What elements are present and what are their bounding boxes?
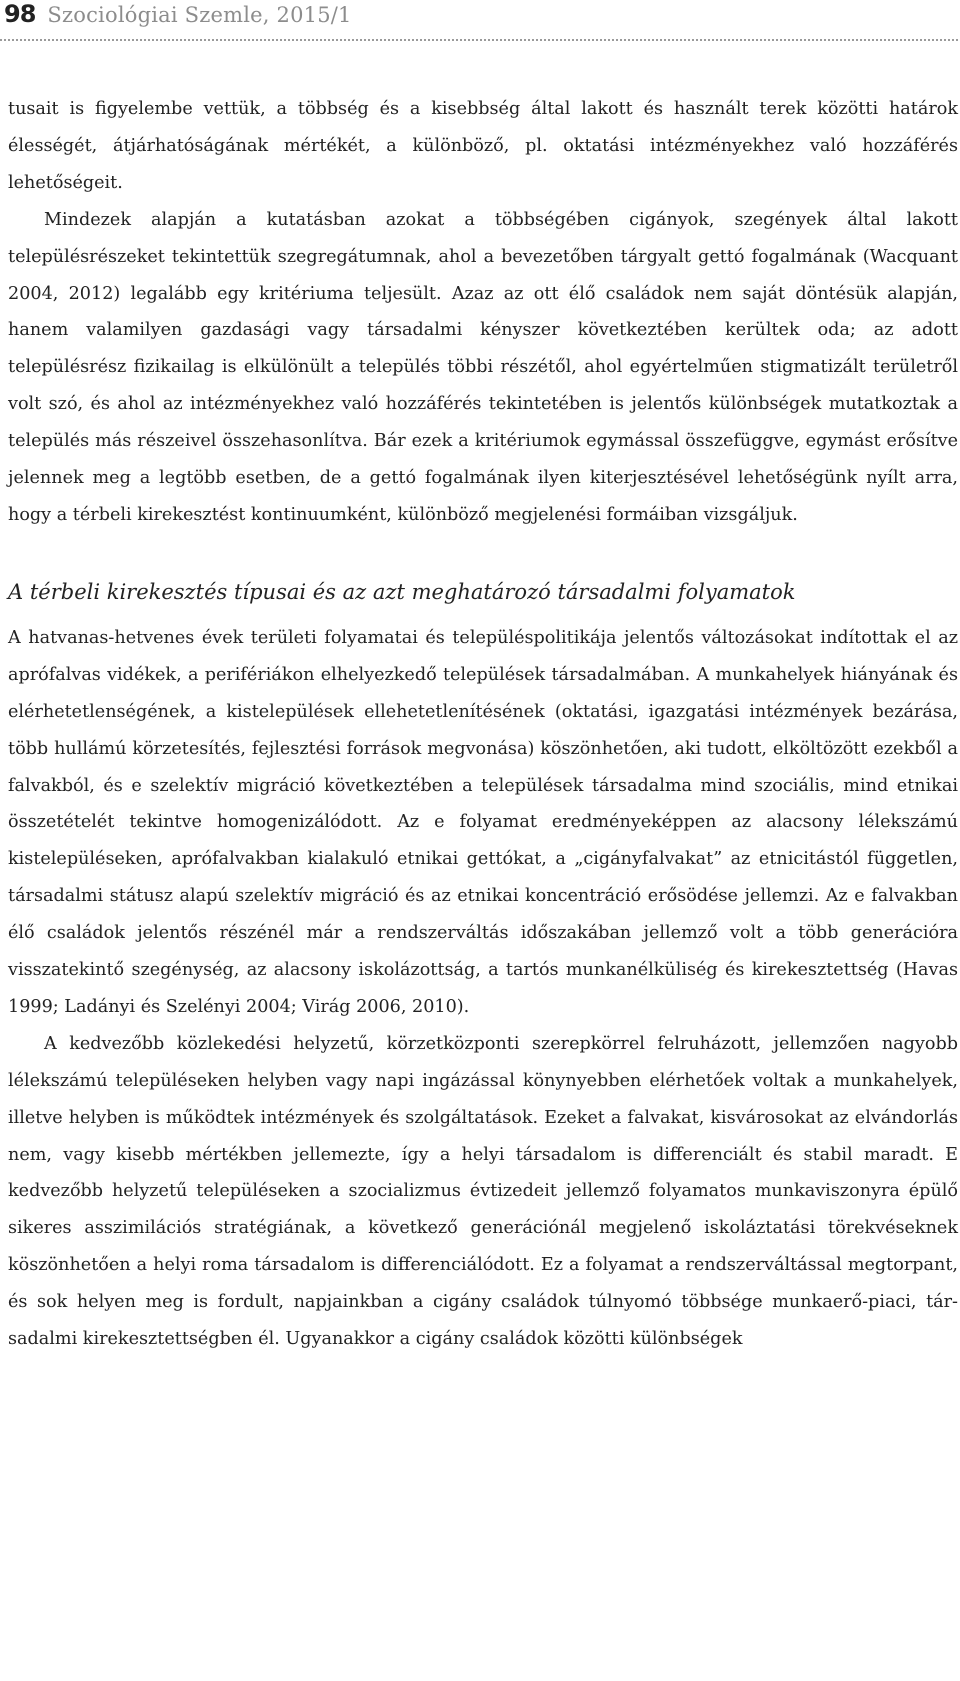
paragraph: A hatvanas-hetvenes évek területi folyamatai és településpolitikája jelentős változásokat indítottak el az aprófalvas vidékek, a perifériákon elhelyezkedő települések társadalmában. A munkahelyek hiányának és elérhetetlenségének, a kistelepülések ellehetetlenítésének (oktatási, igazgatási intézmények bezárása, több hullámú körzetesítés, fejlesztési források megvonása) köszönhetően, aki tudott, elköltözött ezekből a falvakból, és e szelektív migráció következtében a települések társadalma mind szociális, mind etnikai összetételét tekintve homogenizálódott. Az e folyamat eredményeképpen az alacsony lélekszámú kistelepüléseken, aprófalvakban kialakuló etnikai gettókat, a „cigányfalvakat” az etnicitástól független, társadalmi státusz alapú szelektív migráció és az etnikai koncentráció erősödése jellemzi. Az e falvakban élő családok jelentős részénél már a rendszerváltás időszakában jellemző volt a több generációra visszatekintő szegénység, az alacsony iskolázottság, a tartós munkanélküliség és kirekesztettség (Havas 1999; Ladányi és Szelényi 2004; Virág 2006, 2010). [8, 627, 958, 1017]
journal-title: Szociológiai Szemle, 2015/1 [47, 3, 352, 27]
header-divider [0, 39, 958, 41]
paragraph: Mindezek alapján a kutatásban azokat a többségében cigányok, szegények által lakott településrészeket tekintettük szegregátumnak, ahol a bevezetőben tárgyalt gettó fogalmának (Wacquant 2004, 2012) legalább egy kritériuma teljesült. Azaz az ott élő családok nem saját döntésük alapján, hanem valamilyen gazdasági vagy társadalmi kényszer következtében kerültek oda; az adott településrész fizikailag is elkülönült a település többi részétől, ahol egyértelműen stigmatizált területről volt szó, és ahol az intézményekhez való hozzáférés tekintetében is jelentős különbségek mutatkoztak a település más részeivel összehasonlítva. Bár ezek a kritériumok egymással összefüggve, egymást erősítve jelennek meg a legtöbb esetben, de a gettó fogalmának ilyen kiterjesztésével lehetőségünk nyílt arra, hogy a térbeli kirekesztést kontinuumként, különböző megjelenési formáiban vizsgáljuk. [8, 209, 958, 525]
paragraph-continued: tusait is figyelembe vettük, a többség és a kisebbség által lakott és használt terek közötti határok élességét, átjárhatóságának mértékét, a különböző, pl. oktatási intézményekhez való hozzáférés lehetőségeit. [8, 99, 958, 193]
page-number: 98 [4, 0, 36, 28]
running-head [0, 0, 352, 30]
section-heading: A térbeli kirekesztés típusai és az azt meghatározó társadalmi folyamatok [8, 579, 796, 604]
paragraph: A kedvezőbb közlekedési helyzetű, körzetközponti szerepkörrel felruházott, jellemzően nagyobb lélekszámú településeken helyben vagy napi ingázással könynyebben elérhetőek voltak a munkahelyek, illetve helyben is működtek intézmények és szolgáltatások. Ezeket a falvakat, kisvárosokat az elvándorlás nem, vagy kisebb mértékben jellemezte, így a helyi társadalom is differenciált és stabil maradt. E kedvezőbb helyzetű településeken a szocializmus évtizedeit jellemző folyamatos munkaviszonyra épülő sikeres asszimilációs stratégiának, a következő generációnál megjelenő iskoláztatási törekvéseknek köszönhetően a helyi roma társadalom is differenciálódott. Ez a folyamat a rendszerváltással megtorpant, és sok helyen meg is fordult, napjainkban a cigány családok túlnyomó többsége munkaerő-piaci, társadalmi kirekesztettségben él. Ugyanakkor a cigány családok közötti különbségek [8, 1033, 958, 1350]
article-body [8, 91, 958, 1358]
